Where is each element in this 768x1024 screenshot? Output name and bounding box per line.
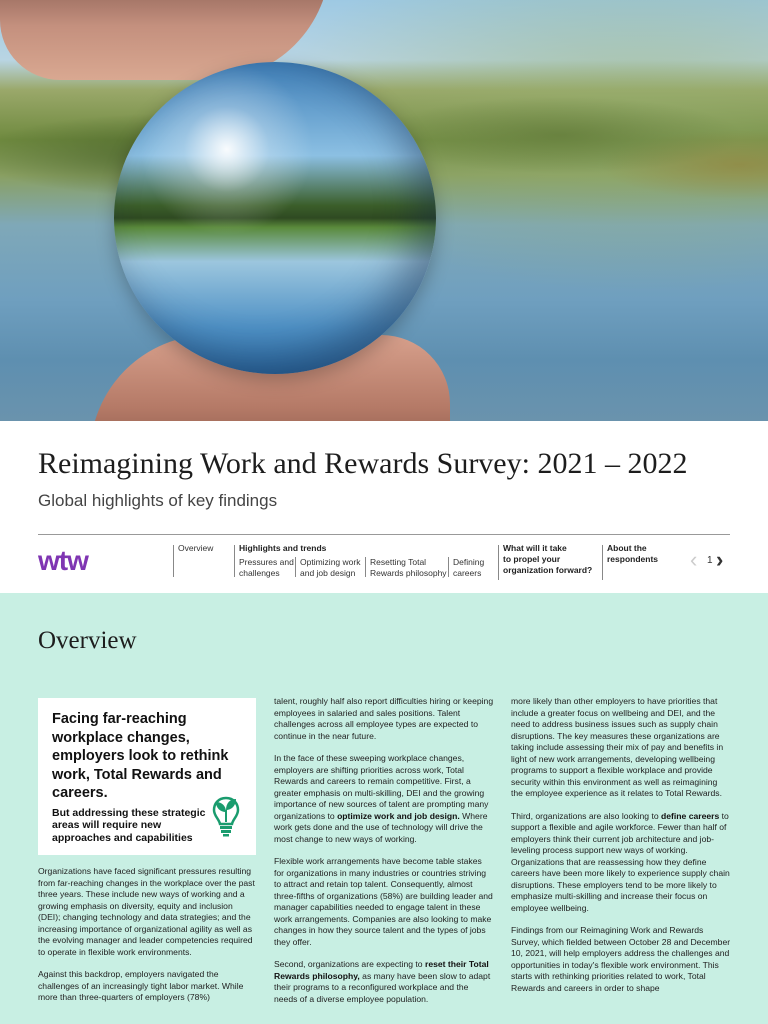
nav-divider: [498, 545, 499, 580]
wtw-logo[interactable]: wtw: [38, 545, 88, 576]
nav-highlights-label: Highlights and trends: [239, 543, 327, 553]
nav-propel-line2: to propel your: [503, 554, 561, 564]
nav-resetting-line1: Resetting Total: [370, 557, 427, 567]
pager: [690, 547, 732, 572]
paragraph: Flexible work arrangements have become table stakes for organizations in many industries or countries striving to attract and retain top talent. Consequently, almost three-fifths of organizations (58%) are building leader and manager capabilities needed to engage talent in these work arrangements. Companies are also looking to make changes in how they source talent and the types of jobs they offer.: [274, 856, 493, 947]
nav-divider: [173, 545, 174, 577]
section-title: Overview: [38, 627, 137, 654]
nav-propel-line3: organization forward?: [503, 565, 593, 575]
nav-resetting-line2: Rewards philosophy: [370, 568, 447, 578]
nav-overview-label: Overview: [178, 543, 214, 553]
nav-divider: [448, 557, 449, 577]
nav-about-line1: About the: [607, 543, 647, 553]
nav-pressures-line2: challenges: [239, 568, 280, 578]
nav-divider: [295, 557, 296, 577]
body-column-1: [38, 866, 256, 1015]
paragraph: Findings from our Reimagining Work and Rewards Survey, which fielded between October 28 and December 10, 2021, will help employers address the challenges and opportunities in today's flexible work environment. This starts with rethinking priorities related to work, Total Rewards and careers in order to shape: [511, 925, 731, 993]
emphasis-text: define careers: [661, 810, 720, 821]
hero-photo: [0, 0, 768, 421]
nav-highlights[interactable]: [239, 543, 326, 554]
page-number: 1: [707, 555, 713, 566]
nav-divider: [365, 557, 366, 577]
nav-about-line2: respondents: [607, 554, 659, 564]
next-page-icon[interactable]: ›: [716, 547, 724, 572]
nav-pressures-line1: Pressures and: [239, 557, 294, 567]
nav-optimizing[interactable]: [300, 557, 360, 579]
nav-defining-line1: Defining: [453, 557, 485, 567]
crystal-ball: [114, 62, 436, 374]
nav-divider: [602, 545, 603, 580]
nav-optimizing-line2: and job design: [300, 568, 356, 578]
nav-divider: [234, 545, 235, 577]
text-run: Where work gets done and the use of technology will drive the most change to new ways of working.: [274, 810, 488, 844]
text-run: In the face of these sweeping workplace changes, employers are shifting priorities across work, Total Rewards and careers to remain competitive. First, a greater emphasis on multi-skilling, DEI and the growing importance of new sources of talent are prompting many organizations to: [274, 753, 489, 821]
title-divider: [38, 534, 730, 535]
paragraph: [511, 811, 731, 915]
text-run: to support a flexible and agile workforce. Fewer than half of employers think their current job architecture and job-leveling process support new ways of working. Organizations that are reassessing how they define careers have been more likely to experience supply chain disruptions. These employers tend to be more likely to emphasize multi-skilling and increase their focus on employee wellbeing.: [511, 810, 730, 913]
lightbulb-plant-icon: [206, 788, 246, 840]
nav-resetting[interactable]: [370, 557, 447, 579]
page-title: Reimagining Work and Rewards Survey: 2021 – 2022: [38, 447, 688, 480]
paragraph: Organizations have faced significant pressures resulting from far-reaching changes in the workplace over the past three years. These include new ways of working and a growing emphasis on diversity, equity and inclusion (DEI); changing technology and data strategies; and the increasing importance of organizational agility as well as the evolving manager and leader competencies required to operate in flexible work environments.: [38, 866, 255, 957]
nav-overview[interactable]: [178, 543, 213, 554]
paragraph: more likely than other employers to have priorities that include a greater focus on wellbeing and DEI, and the need to address business issues such as supply chain disruptions. The key measures these organizations are taking include assessing their mix of pay and benefits in light of new work arrangements, developing wellbeing programs to support a flexible workplace and provide security within this environment as well as reimagining the employee experience as it relates to Total Rewards.: [511, 696, 724, 798]
paragraph: [274, 753, 494, 845]
paragraph: [274, 959, 494, 1005]
nav-optimizing-line1: Optimizing work: [300, 557, 361, 567]
callout-subhead: But addressing these strategic areas will require new approaches and capabilities: [52, 806, 206, 844]
nav-propel[interactable]: [503, 543, 592, 576]
text-run: Third, organizations are also looking to: [511, 810, 661, 821]
text-run: as many have been slow to adapt their programs to a reconfigured workplace and the needs of a diverse employee population.: [274, 970, 491, 1004]
prev-page-icon[interactable]: ‹: [690, 547, 698, 572]
emphasis-text: optimize work and job design.: [337, 810, 460, 821]
text-run: Second, organizations are expecting to: [274, 959, 425, 969]
nav-pressures[interactable]: [239, 557, 294, 579]
nav-about[interactable]: [607, 543, 658, 565]
callout-headline: Facing far-reaching workplace changes, employers look to rethink work, Total Rewards and careers.: [52, 711, 229, 801]
page-subtitle: Global highlights of key findings: [38, 491, 278, 510]
paragraph: talent, roughly half also report difficulties hiring or keeping employees in salaried and sales positions. Talent challenges across all employee types are expected to continue in the near future.: [274, 696, 494, 741]
nav-propel-line1: What will it take: [503, 543, 567, 553]
body-column-3: [511, 696, 731, 1005]
emphasis-text: reset their Total Rewards philosophy,: [274, 959, 489, 981]
nav-defining-line2: careers: [453, 568, 482, 578]
nav-defining[interactable]: [453, 557, 484, 579]
body-column-2: [274, 696, 494, 1016]
paragraph: Against this backdrop, employers navigated the challenges of an increasingly tight labor market. While more than three-quarters of employers (78%): [38, 969, 244, 1002]
